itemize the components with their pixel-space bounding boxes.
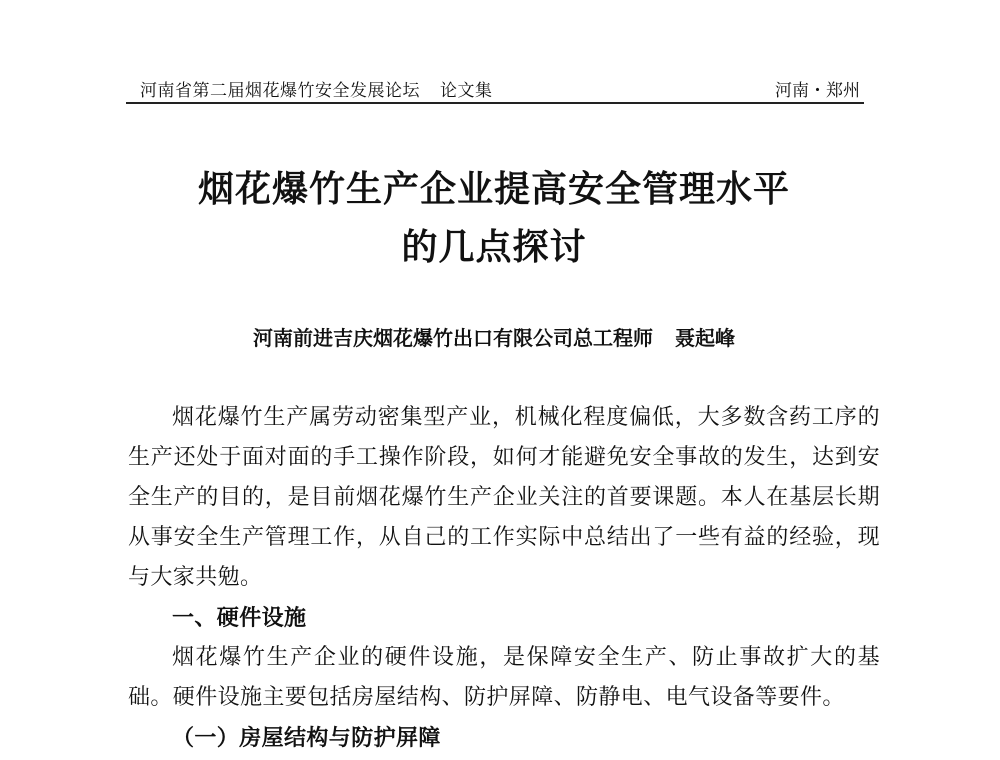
author-affiliation: 河南前进吉庆烟花爆竹出口有限公司总工程师: [253, 326, 653, 350]
header-location: 河南・郑州: [775, 81, 860, 101]
section-1-paragraph: 烟花爆竹生产企业的硬件设施，是保障安全生产、防止事故扩大的基础。硬件设施主要包括房屋结构、防护屏障、防静电、电气设备等要件。: [128, 645, 880, 710]
author-name: 聂起峰: [675, 326, 735, 350]
title-line-2: 的几点探讨: [401, 226, 587, 268]
paper-body: [128, 398, 880, 758]
section-heading-1: 一、硬件设施: [172, 605, 307, 631]
header-left: [140, 76, 493, 101]
intro-paragraph: 烟花爆竹生产属劳动密集型产业，机械化程度偏低，大多数含药工序的生产还处于面对面的手工操作阶段，如何才能避免安全事故的发生，达到安全生产的目的，是目前烟花爆竹生产企业关注的首要课题。本人在基层长期从事安全生产管理工作，从自己的工作实际中总结出了一些有益的经验，现与大家共勉。: [128, 405, 880, 590]
header-forum-title: 河南省第二届烟花爆竹安全发展论坛: [140, 81, 420, 101]
subsection-heading-1: （一）房屋结构与防护屏障: [172, 725, 441, 751]
header-rule: [126, 102, 864, 104]
header-collection-label: 论文集: [440, 81, 493, 101]
running-header: [128, 72, 860, 100]
paper-title: [128, 160, 860, 276]
title-line-1: 烟花爆竹生产企业提高安全管理水平: [197, 168, 790, 210]
author-byline: [128, 322, 860, 351]
